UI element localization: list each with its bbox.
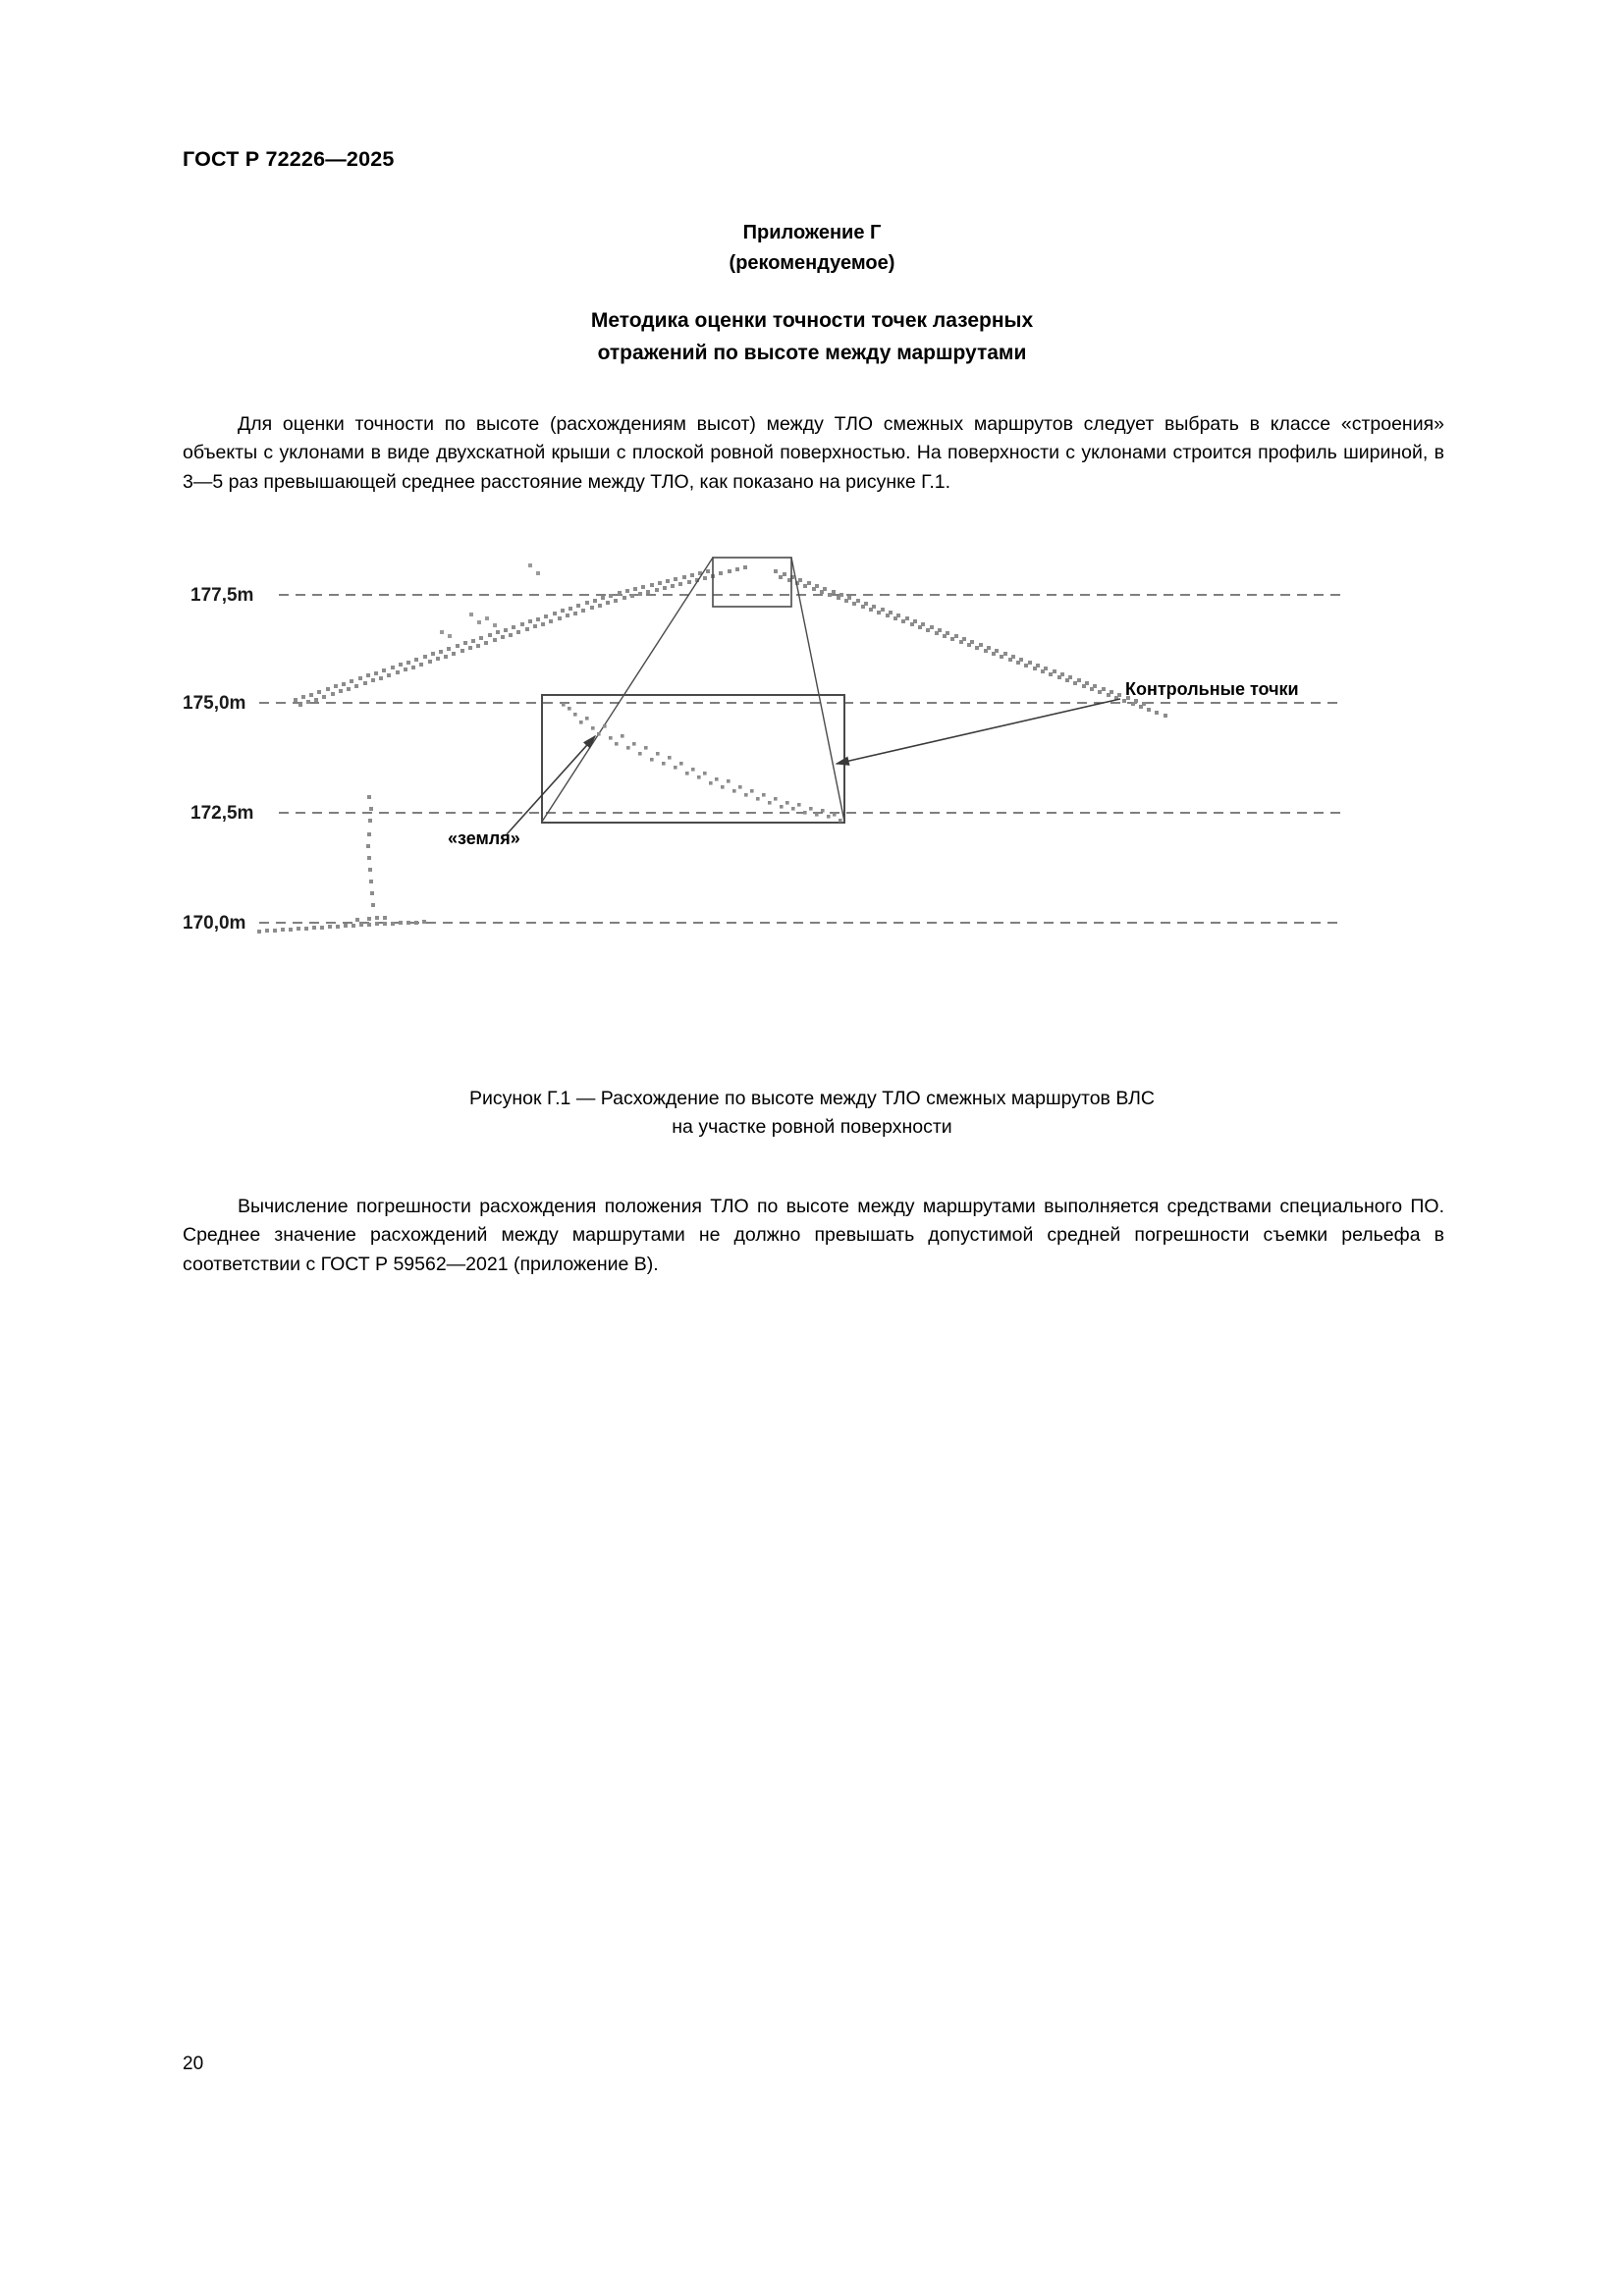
page-header-standard-number: ГОСТ Р 72226—2025 [183,147,395,171]
annotation-ground: «земля» [448,828,520,848]
zoom-connector-lines [542,558,844,822]
paragraph-conclusion [183,1193,1444,1279]
y-axis-label-1775: 177,5m [190,585,254,606]
gridlines [259,595,1344,923]
paragraph-conclusion-text: Вычисление погрешности расхождения положения ТЛО по высоте между маршрутами выполняется средствами специального ПО. Среднее значение расхождений между маршрутами не должно превышать допустимой средней погрешности съемки рельефа в соответствии с ГОСТ Р 59562—2021 (приложение В). [183,1196,1444,1275]
annotation-ground-leader [507,736,595,834]
section-title [0,304,1624,369]
point-cloud-left-slope [294,565,747,707]
figure-caption-line1: Рисунок Г.1 — Расхождение по высоте между ТЛО смежных маршрутов ВЛС [469,1088,1155,1109]
section-title-line1: Методика оценки точности точек лазерных [590,309,1034,332]
zoom-source-box [713,558,791,607]
section-title-line2: отражений по высоте между маршрутами [597,342,1027,364]
paragraph-intro [183,410,1444,497]
appendix-heading-line2: (рекомендуемое) [729,252,895,274]
figure-g1-svg [183,550,1444,1021]
y-axis-label-1700: 170,0m [183,913,246,934]
y-axis-label-1725: 172,5m [190,803,254,824]
y-axis-label-1750: 175,0m [183,693,246,714]
point-cloud-ground [257,795,426,934]
paragraph-intro-text: Для оценки точности по высоте (расхождениям высот) между ТЛО смежных маршрутов следует выбрать в классе «строения» объекты с уклонами в виде двухскатной крыши с плоской ровной поверхностью. На поверхности с уклонами строится профиль шириной, в 3—5 раз превышающей среднее расстояние между ТЛО, как показано на рисунке Г.1. [183,413,1444,493]
annotation-control-points: Контрольные точки [1125,679,1299,699]
appendix-heading [0,218,1624,279]
figure-g1 [183,550,1444,1021]
y-axis-labels [183,585,253,934]
page-number: 20 [183,2054,204,2074]
point-cloud-outliers-left [440,563,540,638]
appendix-heading-line1: Приложение Г [742,222,882,243]
figure-caption [0,1085,1624,1142]
point-cloud-detail [562,703,842,823]
annotation-control-points-leader [837,699,1120,764]
figure-caption-line2: на участке ровной поверхности [672,1116,952,1138]
